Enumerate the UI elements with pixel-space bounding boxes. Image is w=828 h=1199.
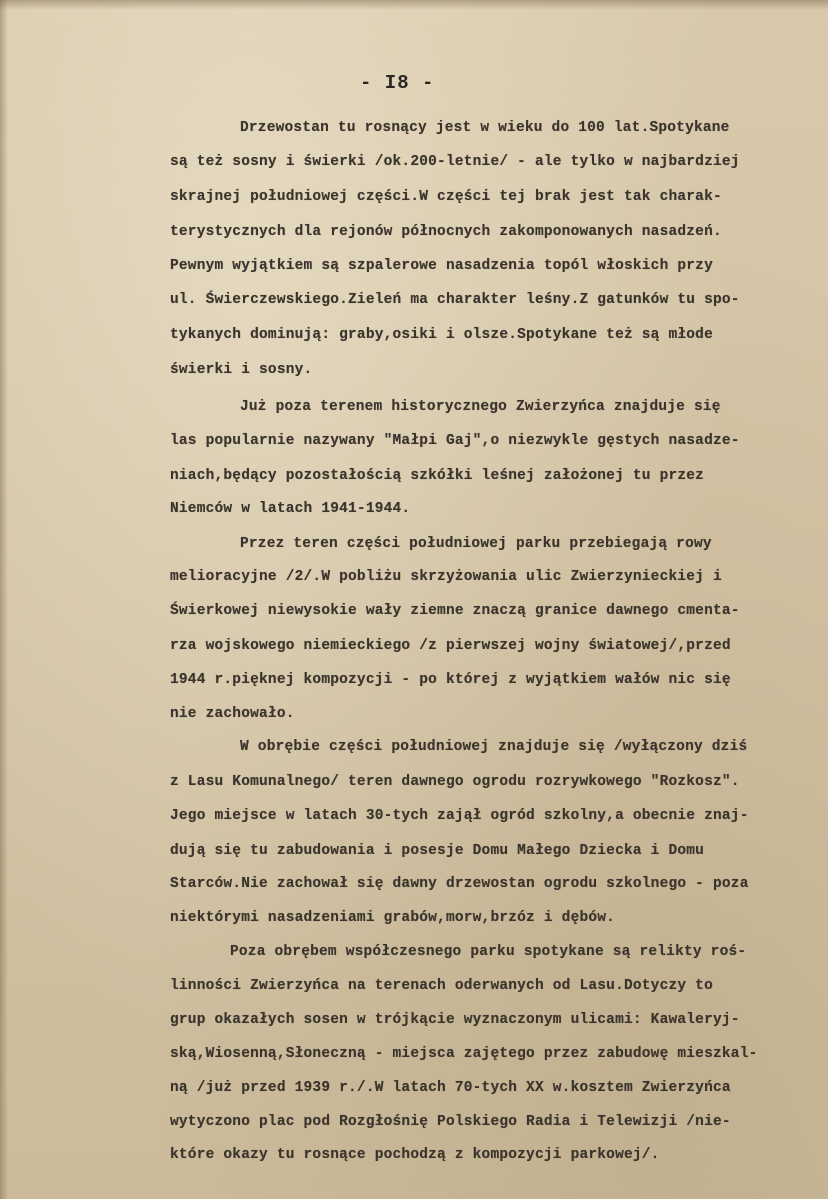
text-line: nie zachowało. [170,706,295,722]
text-line: są też sosny i świerki /ok.200-letnie/ - ale tylko w najbardziej [170,154,740,170]
text-line: niach,będący pozostałością szkółki leśnej założonej tu przez [170,468,705,484]
text-line: 1944 r.pięknej kompozycji - po której z wyjątkiem wałów nic się [170,672,731,688]
text-line: Już poza terenem historycznego Zwierzyńca znajduje się [240,399,721,415]
text-line: W obrębie części południowej znajduje się /wyłączony dziś [240,739,748,755]
text-line: Poza obrębem współczesnego parku spotykane są relikty roś- [230,944,747,960]
text-line: dują się tu zabudowania i posesje Domu Małego Dziecka i Domu [170,843,705,859]
page-number: - I8 - [360,72,435,94]
text-line: Starców.Nie zachował się dawny drzewostan ogrodu szkolnego - poza [170,876,749,892]
text-line: ską,Wiosenną,Słoneczną - miejsca zajętego przez zabudowę mieszkal- [170,1046,758,1062]
text-line: rza wojskowego niemieckiego /z pierwszej wojny światowej/,przed [170,638,731,654]
text-line: Jego miejsce w latach 30-tych zajął ogród szkolny,a obecnie znaj- [170,808,749,824]
text-line: niektórymi nasadzeniami grabów,morw,brzóz i dębów. [170,910,616,926]
text-line: które okazy tu rosnące pochodzą z kompozycji parkowej/. [170,1147,660,1163]
text-line: tykanych dominują: graby,osiki i olsze.Spotykane też są młode [170,327,713,343]
text-line: z Lasu Komunalnego/ teren dawnego ogrodu rozrywkowego "Rozkosz". [170,774,740,790]
text-line: Świerkowej niewysokie wały ziemne znaczą granice dawnego cmenta- [170,603,740,619]
text-line: grup okazałych sosen w trójkącie wyznaczonym ulicami: Kawaleryj- [170,1012,740,1028]
text-line: świerki i sosny. [170,362,313,378]
text-line: terystycznych dla rejonów północnych zakomponowanych nasadzeń. [170,224,722,240]
text-line: Niemców w latach 1941-1944. [170,501,411,517]
text-line: wytyczono plac pod Rozgłośnię Polskiego Radia i Telewizji /nie- [170,1114,731,1130]
text-line: Pewnym wyjątkiem są szpalerowe nasadzenia topól włoskich przy [170,258,713,274]
text-line: ną /już przed 1939 r./.W latach 70-tych XX w.kosztem Zwierzyńca [170,1080,731,1096]
text-line: linności Zwierzyńca na terenach oderwanych od Lasu.Dotyczy to [170,978,713,994]
text-line: Drzewostan tu rosnący jest w wieku do 100 lat.Spotykane [240,120,730,136]
text-line: Przez teren części południowej parku przebiegają rowy [240,536,712,552]
text-line: melioracyjne /2/.W pobliżu skrzyżowania ulic Zwierzynieckiej i [170,569,722,585]
text-line: ul. Świerczewskiego.Zieleń ma charakter leśny.Z gatunków tu spo- [170,292,740,308]
text-line: las popularnie nazywany "Małpi Gaj",o niezwykle gęstych nasadze- [170,433,740,449]
text-line: skrajnej południowej części.W części tej brak jest tak charak- [170,189,722,205]
